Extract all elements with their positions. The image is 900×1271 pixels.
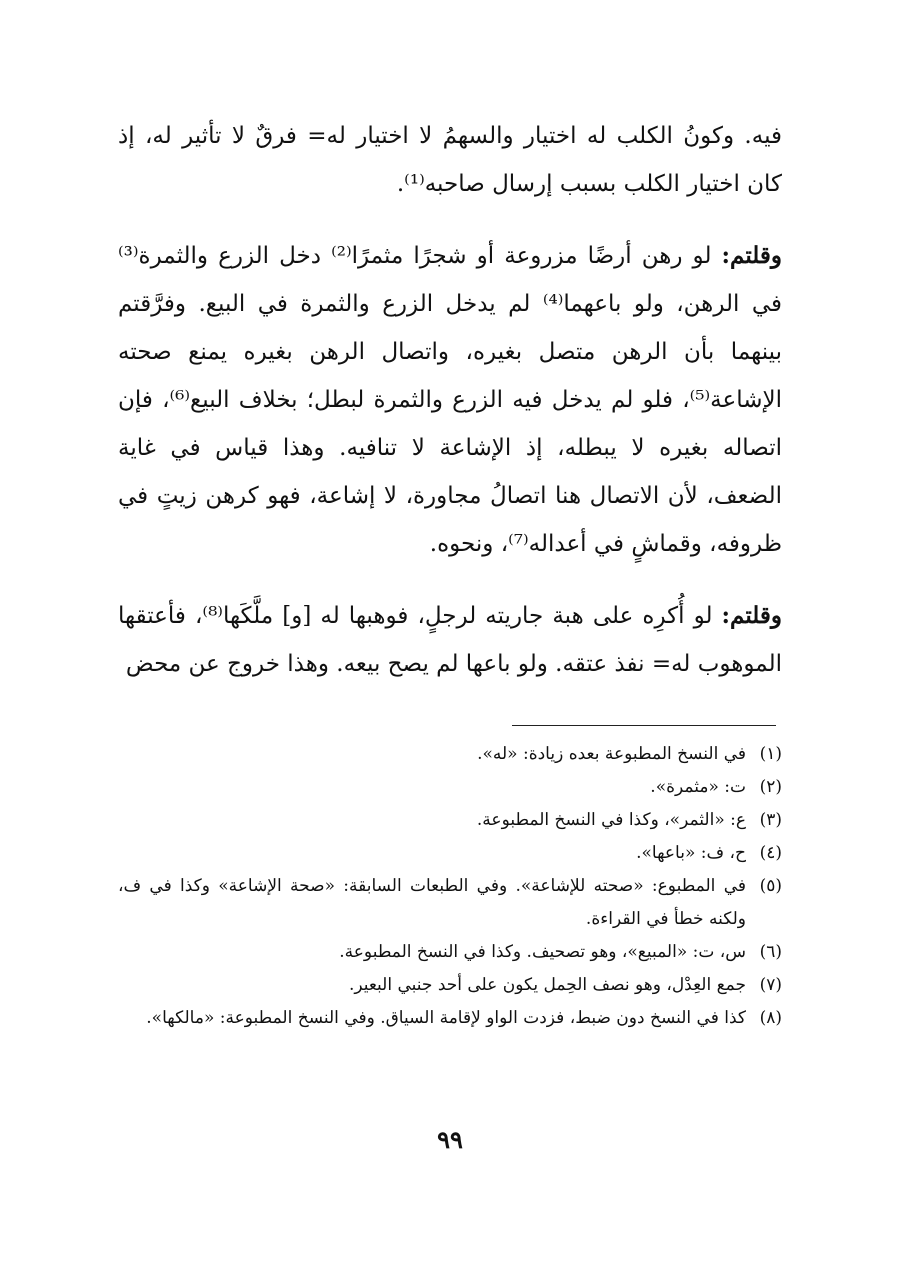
paragraph-3-text: لو أُكرِه على هبة جاريته لرجلٍ، فوهبها له [و] ملَّكَها⁽⁸⁾، فأعتقها الموهوب له= نفذ عتقه. ولو باعها لم يصح بيعه. وهذا خروج عن محض xyxy=(118,603,782,677)
footnotes xyxy=(118,738,782,1035)
footnote-number: (٧) xyxy=(759,975,782,995)
footnote-number: (٥) xyxy=(759,876,782,896)
main-text xyxy=(118,112,782,712)
footnote-text: س، ت: «المبيع»، وهو تصحيف. وكذا في النسخ المطبوعة. xyxy=(339,942,746,962)
footnote-8 xyxy=(118,1002,782,1035)
footnote-4 xyxy=(118,837,782,870)
footnote-number: (١) xyxy=(759,744,782,764)
footnote-7 xyxy=(118,969,782,1002)
paragraph-3 xyxy=(118,592,782,688)
footnote-text: ت: «مثمرة». xyxy=(650,777,746,797)
paragraph-2-lead: وقلتم: xyxy=(721,242,783,269)
paragraph-2-text: لو رهن أرضًا مزروعة أو شجرًا مثمرًا⁽²⁾ دخل الزرع والثمرة⁽³⁾ في الرهن، ولو باعهما⁽⁴⁾ لم يدخل الزرع والثمرة في البيع. وفرَّقتم بينهما بأن الرهن متصل بغيره، واتصال الرهن بغيره يمنع صحته الإشاعة⁽⁵⁾، فلو لم يدخل فيه الزرع والثمرة لبطل؛ بخلاف البيع⁽⁶⁾، فإن اتصاله بغيره لا يبطله، إذ الإشاعة لا تنافيه. وهذا قياس في غاية الضعف، لأن الاتصال هنا اتصالُ مجاورة، لا إشاعة، فهو كرهن زيتٍ في ظروفه، وقماشٍ في أعداله⁽⁷⁾، ونحوه. xyxy=(118,243,782,557)
footnote-text: في النسخ المطبوعة بعده زيادة: «له». xyxy=(477,744,746,764)
footnote-number: (٢) xyxy=(759,777,782,797)
footnote-text: كذا في النسخ دون ضبط، فزدت الواو لإقامة السياق. وفي النسخ المطبوعة: «مالكها». xyxy=(146,1008,746,1028)
paragraph-3-lead: وقلتم: xyxy=(721,602,783,629)
footnote-number: (٣) xyxy=(759,810,782,830)
footnote-number: (٦) xyxy=(759,942,782,962)
footnote-3 xyxy=(118,804,782,837)
footnote-text: ع: «الثمر»، وكذا في النسخ المطبوعة. xyxy=(476,810,746,830)
footnote-1 xyxy=(118,738,782,771)
footnote-number: (٨) xyxy=(759,1008,782,1028)
footnote-6 xyxy=(118,936,782,969)
footnote-separator xyxy=(512,725,776,726)
page-number: ٩٩ xyxy=(437,1125,463,1154)
paragraph-1 xyxy=(118,112,782,208)
paragraph-2 xyxy=(118,232,782,568)
footnote-2 xyxy=(118,771,782,804)
footnote-text: في المطبوع: «صحته للإشاعة». وفي الطبعات السابقة: «صحة الإشاعة» وكذا في ف، ولكنه خطأ في القراءة. xyxy=(118,876,746,929)
footnote-text: ح، ف: «باعها». xyxy=(636,843,746,863)
footnote-5 xyxy=(118,870,782,936)
footnote-text: جمع العِدْل، وهو نصف الحِمل يكون على أحد جنبي البعير. xyxy=(348,975,746,995)
paragraph-1-text: فيه. وكونُ الكلب له اختيار والسهمُ لا اختيار له= فرقٌ لا تأثير له، إذ كان اختيار الكلب بسبب إرسال صاحبه⁽¹⁾. xyxy=(118,123,782,197)
footnote-number: (٤) xyxy=(759,843,782,863)
